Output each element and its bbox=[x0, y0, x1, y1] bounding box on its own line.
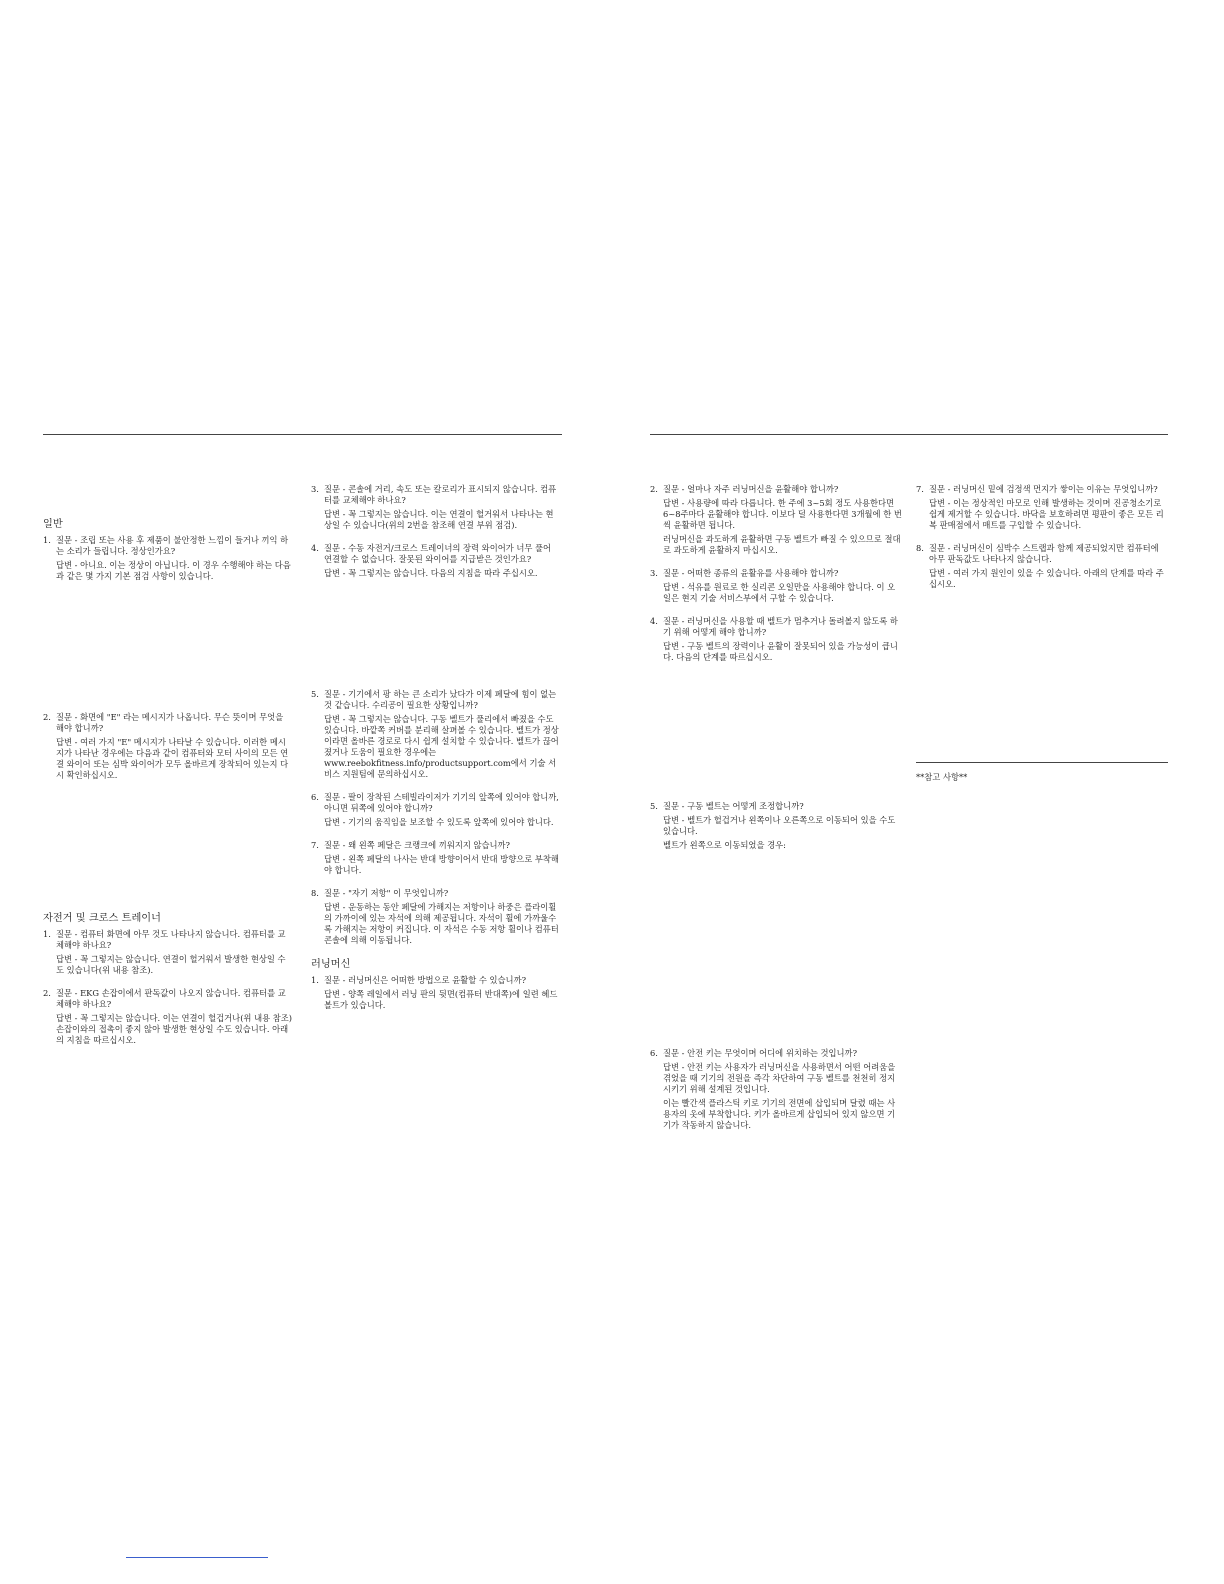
faq-answer: 답변 - 여러 가지 원인이 있을 수 있습니다. 아래의 단계를 따라 주십시오. bbox=[929, 568, 1164, 589]
faq-answer: 답변 - 사용량에 따라 다릅니다. 한 주에 3~5회 정도 사용한다면 6~8주마다 윤활해야 합니다. 이보다 덜 사용한다면 3개월에 한 번씩 윤활하면 됩니다. bbox=[663, 498, 902, 530]
faq-item bbox=[43, 535, 293, 582]
faq-number: 7. bbox=[311, 840, 319, 850]
faq-answer: 답변 - 운동하는 동안 페달에 가해지는 저항이나 하중은 플라이휠의 가까이에 있는 자석에 의해 제공됩니다. 자석이 휠에 가까울수록 가해지는 저항이 커집니다. 이 자석은 수동 저항 휠이나 컴퓨터 콘솔에 의해 이동됩니다. bbox=[324, 902, 559, 945]
faq-question: 질문 - 수동 자전거/크로스 트레이너의 장력 와이어가 너무 풀어 연결할 수 없습니다. 잘못된 와이어를 지급받은 것인가요? bbox=[324, 543, 552, 564]
faq-question: 질문 - 조립 또는 사용 후 제품이 불안정한 느낌이 들거나 끼익 하는 소리가 들립니다. 정상인가요? bbox=[56, 535, 289, 556]
faq-answer: 답변 - 아니요. 이는 정상이 아닙니다. 이 경우 수행해야 하는 다음과 같은 몇 가지 기본 점검 사항이 있습니다. bbox=[56, 560, 291, 581]
faq-answer: 답변 - 벨트가 헐겁거나 왼쪽이나 오른쪽으로 이동되어 있을 수도 있습니다. bbox=[663, 815, 896, 836]
faq-number: 1. bbox=[311, 975, 319, 985]
faq-subheading: 벨트가 왼쪽으로 이동되었을 경우: bbox=[663, 840, 786, 850]
faq-detail: 이는 빨간색 플라스틱 키로 기기의 전면에 삽입되며 달렸 때는 사용자의 옷에 부착합니다. 키가 올바르게 삽입되어 있지 않으면 기기가 작동하지 않습니다. bbox=[663, 1098, 896, 1130]
faq-answer: 답변 - 여러 가지 "E" 메시지가 나타날 수 있습니다. 이러한 메시지가 나타난 경우에는 다음과 같이 컴퓨터와 모터 사이의 모든 연결 와이어 또는 심박 와이어가 모두 올바르게 장착되어 있는지 다시 확인하십시오. bbox=[56, 737, 289, 780]
faq-number: 1. bbox=[43, 929, 51, 939]
faq-answer: 답변 - 기기의 움직임을 보조할 수 있도록 앞쪽에 있어야 합니다. bbox=[324, 817, 554, 827]
general-item-2 bbox=[43, 712, 293, 781]
faq-item bbox=[916, 543, 1168, 590]
faq-number: 2. bbox=[650, 484, 658, 494]
faq-item bbox=[311, 888, 561, 946]
faq-question: 질문 - 러닝머신이 심박수 스트랩과 함께 제공되었지만 컴퓨터에 아무 판독값도 나타나지 않습니다. bbox=[929, 543, 1159, 564]
faq-number: 3. bbox=[650, 568, 658, 578]
faq-number: 4. bbox=[311, 543, 319, 553]
faq-number: 8. bbox=[311, 888, 319, 898]
faq-number: 2. bbox=[43, 712, 51, 722]
faq-item bbox=[311, 840, 561, 876]
faq-answer: 답변 - 왼쪽 페달의 나사는 반대 방향이어서 반대 방향으로 부착해야 합니다. bbox=[324, 854, 559, 875]
section-heading-bike: 자전거 및 크로스 트레이너 bbox=[43, 913, 161, 924]
faq-question: 질문 - 러닝머신 밑에 검정색 먼지가 쌓이는 이유는 무엇입니까? bbox=[929, 484, 1158, 494]
faq-item bbox=[311, 792, 561, 828]
faq-answer: 답변 - 안전 키는 사용자가 러닝머신을 사용하면서 어떤 어려움을 겪었을 때 기기의 전원을 즉각 차단하여 구동 벨트를 천천히 정지시키기 위해 설계된 것입니다. bbox=[663, 1062, 896, 1094]
bottom-link-underline bbox=[126, 1557, 268, 1558]
faq-answer: 답변 - 꼭 그렇지는 않습니다. 다음의 지침을 따라 주십시오. bbox=[324, 568, 538, 578]
treadmill-items-2-4 bbox=[650, 484, 902, 663]
left-page-top-rule bbox=[43, 434, 562, 435]
faq-number: 2. bbox=[43, 988, 51, 998]
faq-answer: 답변 - 이는 정상적인 마모로 인해 발생하는 것이며 진공청소기로 쉽게 제거할 수 있습니다. 바닥을 보호하려면 평판이 좋은 모든 리복 판매점에서 매트를 구입할 수 있습니다. bbox=[929, 498, 1164, 530]
faq-item bbox=[311, 975, 561, 1011]
faq-number: 1. bbox=[43, 535, 51, 545]
bike-items-3-4 bbox=[311, 484, 561, 579]
faq-number: 6. bbox=[650, 1048, 658, 1058]
faq-question: 질문 - 화면에 "E" 라는 메시지가 나옵니다. 무슨 뜻이며 무엇을 해야 합니까? bbox=[56, 712, 284, 733]
faq-question: 질문 - 콘솔에 거리, 속도 또는 칼로리가 표시되지 않습니다. 컴퓨터를 교체해야 하나요? bbox=[324, 484, 557, 505]
faq-answer: 답변 - 꼭 그렇지는 않습니다. 이는 연결이 헐거워서 나타나는 현상일 수 있습니다(위의 2번을 참조해 연결 부위 점검). bbox=[324, 509, 554, 530]
faq-number: 4. bbox=[650, 616, 658, 626]
faq-question: 질문 - 왜 왼쪽 페달은 크랭크에 끼워지지 않습니까? bbox=[324, 840, 511, 850]
faq-question: 질문 - 안전 키는 무엇이며 어디에 위치하는 것입니까? bbox=[663, 1048, 858, 1058]
faq-number: 8. bbox=[916, 543, 924, 553]
faq-question: 질문 - 컴퓨터 화면에 아무 것도 나타나지 않습니다. 컴퓨터를 교체해야 하나요? bbox=[56, 929, 286, 950]
treadmill-item-5 bbox=[650, 801, 902, 851]
right-page-top-rule bbox=[650, 434, 1168, 435]
bike-section bbox=[43, 912, 293, 1046]
general-heading-block bbox=[43, 518, 293, 582]
section-heading-treadmill: 러닝머신 bbox=[311, 959, 351, 970]
note-rule bbox=[916, 762, 1168, 763]
faq-question: 질문 - 얼마나 자주 러닝머신을 윤활해야 합니까? bbox=[663, 484, 839, 494]
faq-item bbox=[650, 801, 902, 851]
faq-question: 질문 - 팔이 장착된 스테빌라이저가 기기의 앞쪽에 있어야 합니까, 아니면 뒤쪽에 있어야 합니까? bbox=[324, 792, 559, 813]
faq-item bbox=[43, 988, 293, 1046]
faq-warning: 러닝머신을 과도하게 윤활하면 구동 벨트가 빠질 수 있으므로 절대로 과도하게 윤활하지 마십시오. bbox=[663, 534, 901, 555]
note-label: **참고 사항** bbox=[916, 772, 968, 782]
faq-number: 5. bbox=[311, 689, 319, 699]
faq-answer: 답변 - 양쪽 레일에서 러닝 판의 뒷면(컴퓨터 반대쪽)에 일련 헤드 볼트가 있습니다. bbox=[324, 989, 558, 1010]
faq-number: 5. bbox=[650, 801, 658, 811]
faq-item bbox=[650, 484, 902, 556]
faq-question: 질문 - 러닝머신은 어떠한 방법으로 윤활할 수 있습니까? bbox=[324, 975, 527, 985]
faq-question: 질문 - 구동 벨트는 어떻게 조정합니까? bbox=[663, 801, 804, 811]
bike-items-5-8-treadmill bbox=[311, 689, 561, 1011]
faq-item bbox=[43, 712, 293, 781]
faq-answer: 답변 - 꼭 그렇지는 않습니다. 이는 연결이 헐겁거나(위 내용 참조) 손잡이와의 접촉이 좋지 않아 발생한 현상일 수도 있습니다. 아래의 지침을 따르십시오. bbox=[56, 1013, 293, 1045]
faq-item bbox=[311, 543, 561, 579]
faq-item bbox=[43, 929, 293, 976]
treadmill-item-6 bbox=[650, 1048, 902, 1131]
faq-item bbox=[650, 616, 902, 663]
faq-question: 질문 - 기기에서 팡 하는 큰 소리가 났다가 이제 페달에 힘이 없는 것 같습니다. 수리공이 필요한 상황입니까? bbox=[324, 689, 557, 710]
section-heading-general: 일반 bbox=[43, 519, 63, 530]
faq-answer: 답변 - 꼭 그렇지는 않습니다. 연결이 헐거워서 발생한 현상일 수도 있습니다(위 내용 참조). bbox=[56, 954, 286, 975]
faq-number: 3. bbox=[311, 484, 319, 494]
faq-item bbox=[311, 689, 561, 780]
faq-answer: 답변 - 석유를 원료로 한 실리콘 오일만을 사용해야 합니다. 이 오일은 현지 기술 서비스부에서 구할 수 있습니다. bbox=[663, 582, 896, 603]
faq-question: 질문 - 러닝머신을 사용할 때 벨트가 멈추거나 돌려볼지 않도록 하기 위해 어떻게 해야 합니까? bbox=[663, 616, 898, 637]
faq-item bbox=[916, 484, 1168, 531]
faq-item bbox=[650, 1048, 902, 1131]
faq-number: 6. bbox=[311, 792, 319, 802]
faq-item bbox=[311, 484, 561, 531]
faq-question: 질문 - EKG 손잡이에서 판독값이 나오지 않습니다. 컴퓨터를 교체해야 하나요? bbox=[56, 988, 286, 1009]
faq-question: 질문 - "자기 저항" 이 무엇입니까? bbox=[324, 888, 449, 898]
faq-answer: 답변 - 꼭 그렇지는 않습니다. 구동 벨트가 풀리에서 빠졌을 수도 있습니다. 바깥쪽 커버를 분리해 살펴볼 수 있습니다. 벨트가 정상이라면 올바른 경로로 다시 쉽게 설치할 수 있습니다. 벨트가 끊어졌거나 도움이 필요한 경우에는 www.reebokfitness.info/productsupport.com에서 기술 서비스 지원팀에 문의하십시오. bbox=[324, 714, 559, 779]
faq-number: 7. bbox=[916, 484, 924, 494]
treadmill-items-7-8 bbox=[916, 484, 1168, 590]
faq-answer: 답변 - 구동 벨트의 장력이나 윤활이 잘못되어 있을 가능성이 큽니다. 다음의 단계를 따르십시오. bbox=[663, 641, 898, 662]
faq-item bbox=[650, 568, 902, 604]
faq-question: 질문 - 어떠한 종류의 윤활유를 사용해야 합니까? bbox=[663, 568, 839, 578]
